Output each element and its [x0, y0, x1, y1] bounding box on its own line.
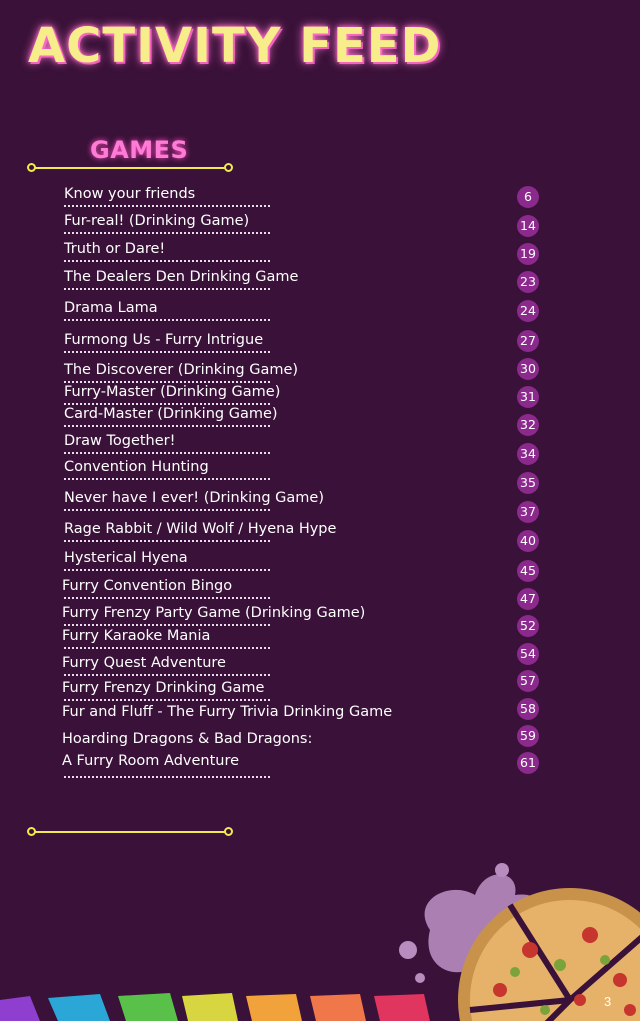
toc-item-label: Never have I ever! (Drinking Game)	[64, 490, 324, 506]
toc-item-label: Hoarding Dragons & Bad Dragons: A Furry Room Adventure	[62, 731, 313, 769]
bottom-divider-left-dot	[27, 827, 36, 836]
rainbow-stripes-decoration	[0, 990, 460, 1021]
toc-item-leader	[64, 509, 270, 511]
top-divider	[32, 167, 228, 169]
toc-item-label: Furmong Us - Furry Intrigue	[64, 332, 264, 348]
toc-page-badge: 30	[517, 358, 539, 380]
toc-item[interactable]	[62, 578, 554, 606]
toc-item-label: Convention Hunting	[64, 459, 209, 475]
toc-page-badge: 35	[517, 472, 539, 494]
toc-item-leader	[64, 674, 270, 676]
toc-item-leader	[64, 452, 270, 454]
toc-item-label: Fur and Fluff - The Furry Trivia Drinking Game	[62, 704, 393, 720]
top-divider-right-dot	[224, 163, 233, 172]
toc-item-label: Furry Frenzy Drinking Game	[62, 680, 265, 696]
toc-item[interactable]	[64, 332, 554, 352]
toc-item[interactable]	[64, 459, 554, 490]
toc-item-leader	[64, 351, 270, 353]
toc-item[interactable]	[62, 704, 554, 743]
toc-page-badge: 24	[517, 300, 539, 322]
toc-page-badge: 23	[517, 271, 539, 293]
toc-page-badge: 54	[517, 643, 539, 665]
toc-page-badge: 59	[517, 725, 539, 747]
toc-page-badge: 34	[517, 443, 539, 465]
toc-item-label: Furry Frenzy Party Game (Drinking Game)	[62, 605, 366, 621]
section-heading: GAMES	[90, 136, 189, 164]
toc-page-badge: 57	[517, 670, 539, 692]
toc-item-label: Furry Quest Adventure	[62, 655, 226, 671]
toc-page-badge: 58	[517, 698, 539, 720]
toc-item-label: Hysterical Hyena	[64, 550, 188, 566]
toc-item-leader	[64, 260, 270, 262]
page-title: ACTIVITY FEED	[28, 18, 442, 74]
toc-item-label: Rage Rabbit / Wild Wolf / Hyena Hype	[64, 521, 337, 537]
toc-item[interactable]	[64, 213, 554, 233]
toc-item-leader	[64, 569, 270, 571]
toc-item-label: Draw Together!	[64, 433, 176, 449]
toc-item-label: Know your friends	[64, 186, 196, 202]
bottom-divider	[32, 831, 228, 833]
toc-item[interactable]	[64, 186, 554, 206]
toc-item-leader	[64, 624, 270, 626]
toc-item-label: Furry-Master (Drinking Game)	[64, 384, 281, 400]
toc-page-badge: 19	[517, 243, 539, 265]
toc-item-label: Furry Convention Bingo	[62, 578, 233, 594]
bottom-divider-right-dot	[224, 827, 233, 836]
toc-page-badge: 61	[517, 752, 539, 774]
toc-item-leader	[64, 403, 270, 405]
toc-item-leader	[64, 776, 270, 778]
toc-item-label: Fur-real! (Drinking Game)	[64, 213, 250, 229]
toc-item-label: The Dealers Den Drinking Game	[64, 269, 299, 285]
toc-item[interactable]	[64, 521, 554, 548]
toc-item[interactable]	[64, 269, 554, 289]
toc-item-label: Furry Karaoke Mania	[62, 628, 211, 644]
toc-page-badge: 27	[517, 330, 539, 352]
toc-item[interactable]	[64, 406, 554, 432]
toc-item-leader	[64, 540, 270, 542]
toc-page-badge: 47	[517, 588, 539, 610]
toc-item[interactable]	[64, 384, 554, 404]
toc-item-leader	[64, 597, 270, 599]
toc-item[interactable]	[62, 628, 554, 661]
toc-item-leader	[64, 232, 270, 234]
toc-item-leader	[64, 699, 270, 701]
toc-item[interactable]	[64, 241, 554, 261]
toc-page-badge: 14	[517, 215, 539, 237]
toc-page-badge: 45	[517, 560, 539, 582]
toc-item[interactable]	[64, 433, 554, 461]
toc-page-badge: 31	[517, 386, 539, 408]
toc-item-leader	[64, 425, 270, 427]
toc-item-label: Drama Lama	[64, 300, 158, 316]
toc-item[interactable]	[64, 362, 554, 382]
toc-item-label: The Discoverer (Drinking Game)	[64, 362, 299, 378]
top-divider-left-dot	[27, 163, 36, 172]
toc-item-label: Card-Master (Drinking Game)	[64, 406, 278, 422]
toc-page-badge: 40	[517, 530, 539, 552]
toc-page-badge: 32	[517, 414, 539, 436]
toc-item-leader	[64, 647, 270, 649]
toc-item-leader	[64, 381, 270, 383]
page-number: 3	[604, 994, 612, 1009]
toc-item-label: Truth or Dare!	[64, 241, 166, 257]
toc-item[interactable]	[64, 490, 554, 519]
toc-item-leader	[64, 319, 270, 321]
toc-page-badge: 37	[517, 501, 539, 523]
toc-item-leader	[64, 478, 270, 480]
toc-item-leader	[64, 288, 270, 290]
toc-page-badge: 6	[517, 186, 539, 208]
toc-page-badge: 52	[517, 615, 539, 637]
toc-item[interactable]	[64, 728, 554, 778]
toc-item-leader	[64, 205, 270, 207]
toc-item[interactable]	[62, 605, 554, 633]
toc-item[interactable]	[64, 300, 554, 320]
toc-item[interactable]	[64, 550, 554, 578]
